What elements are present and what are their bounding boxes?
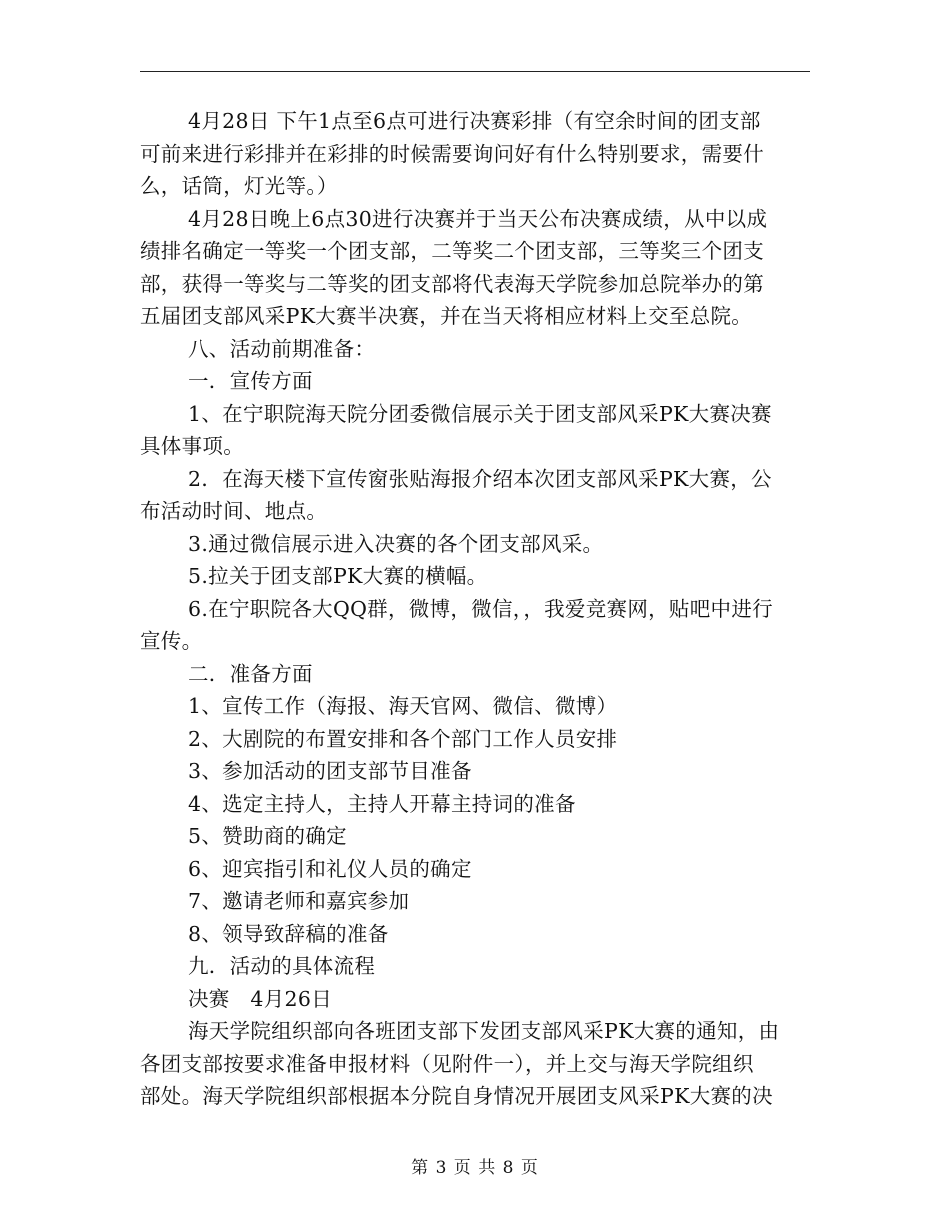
paragraph-line: 九．活动的具体流程: [188, 954, 376, 978]
paragraph-line: 1、在宁职院海天院分团委微信展示关于团支部风采PK大赛决赛: [188, 401, 772, 426]
header-rule: [140, 71, 810, 72]
paragraph-line: 绩排名确定一等奖一个团支部，二等奖二个团支部，三等奖三个团支: [140, 239, 764, 263]
paragraph-line: 2、大剧院的布置安排和各个部门工作人员安排: [188, 726, 618, 751]
paragraph-line: 可前来进行彩排并在彩排的时候需要询问好有什么特别要求，需要什: [140, 141, 764, 166]
paragraph-line: 3.通过微信展示进入决赛的各个团支部风采。: [188, 531, 604, 556]
paragraph-line: 4、选定主持人，主持人开幕主持词的准备: [188, 791, 576, 816]
paragraph-line: 一．宣传方面: [188, 369, 313, 393]
paragraph-line: 二．准备方面: [188, 661, 313, 686]
paragraph-line: 布活动时间、地点。: [140, 499, 328, 523]
page-footer: 第 3 页 共 8 页: [411, 1158, 539, 1178]
paragraph-line: 8、领导致辞稿的准备: [188, 921, 389, 946]
paragraph-line: 5、赞助商的确定: [188, 824, 347, 848]
paragraph-line: 五届团支部风采PK大赛半决赛，并在当天将相应材料上交至总院。: [140, 304, 753, 328]
paragraph-line: 7、邀请老师和嘉宾参加: [188, 889, 410, 913]
paragraph-line: 2．在海天楼下宣传窗张贴海报介绍本次团支部风采PK大赛，公: [188, 466, 772, 491]
paragraph-line: 各团支部按要求准备申报材料（见附件一），并上交与海天学院组织: [140, 1051, 754, 1076]
paragraph-line: 部处。海天学院组织部根据本分院自身情况开展团支风采PK大赛的决: [140, 1084, 773, 1108]
paragraph-line: 3、参加活动的团支部节目准备: [188, 759, 472, 783]
paragraph-line: 5.拉关于团支部PK大赛的横幅。: [188, 564, 488, 588]
paragraph-line: 海天学院组织部向各班团支部下发团支部风采PK大赛的通知，由: [188, 1019, 780, 1043]
paragraph-line: 1、宣传工作（海报、海天官网、微信、微博）: [188, 694, 618, 718]
paragraph-line: 具体事项。: [140, 434, 244, 458]
paragraph-line: 么，话筒，灯光等。）: [140, 174, 338, 198]
paragraph-line: 决赛 4月26日: [188, 986, 333, 1011]
paragraph-line: 6.在宁职院各大QQ群，微博，微信，，我爱竞赛网，贴吧中进行: [188, 596, 773, 621]
paragraph-line: 部，获得一等奖与二等奖的团支部将代表海天学院参加总院举办的第: [140, 271, 764, 296]
paragraph-line: 4月28日 下午1点至6点可进行决赛彩排（有空余时间的团支部: [188, 109, 761, 133]
paragraph-line: 4月28日晚上6点30进行决赛并于当天公布决赛成绩，从中以成: [188, 206, 768, 231]
document-body: [140, 105, 812, 1113]
paragraph-line: 6、迎宾指引和礼仪人员的确定: [188, 856, 472, 881]
paragraph-line: 八、活动前期准备：: [188, 336, 376, 361]
paragraph-line: 宣传。: [140, 629, 203, 653]
